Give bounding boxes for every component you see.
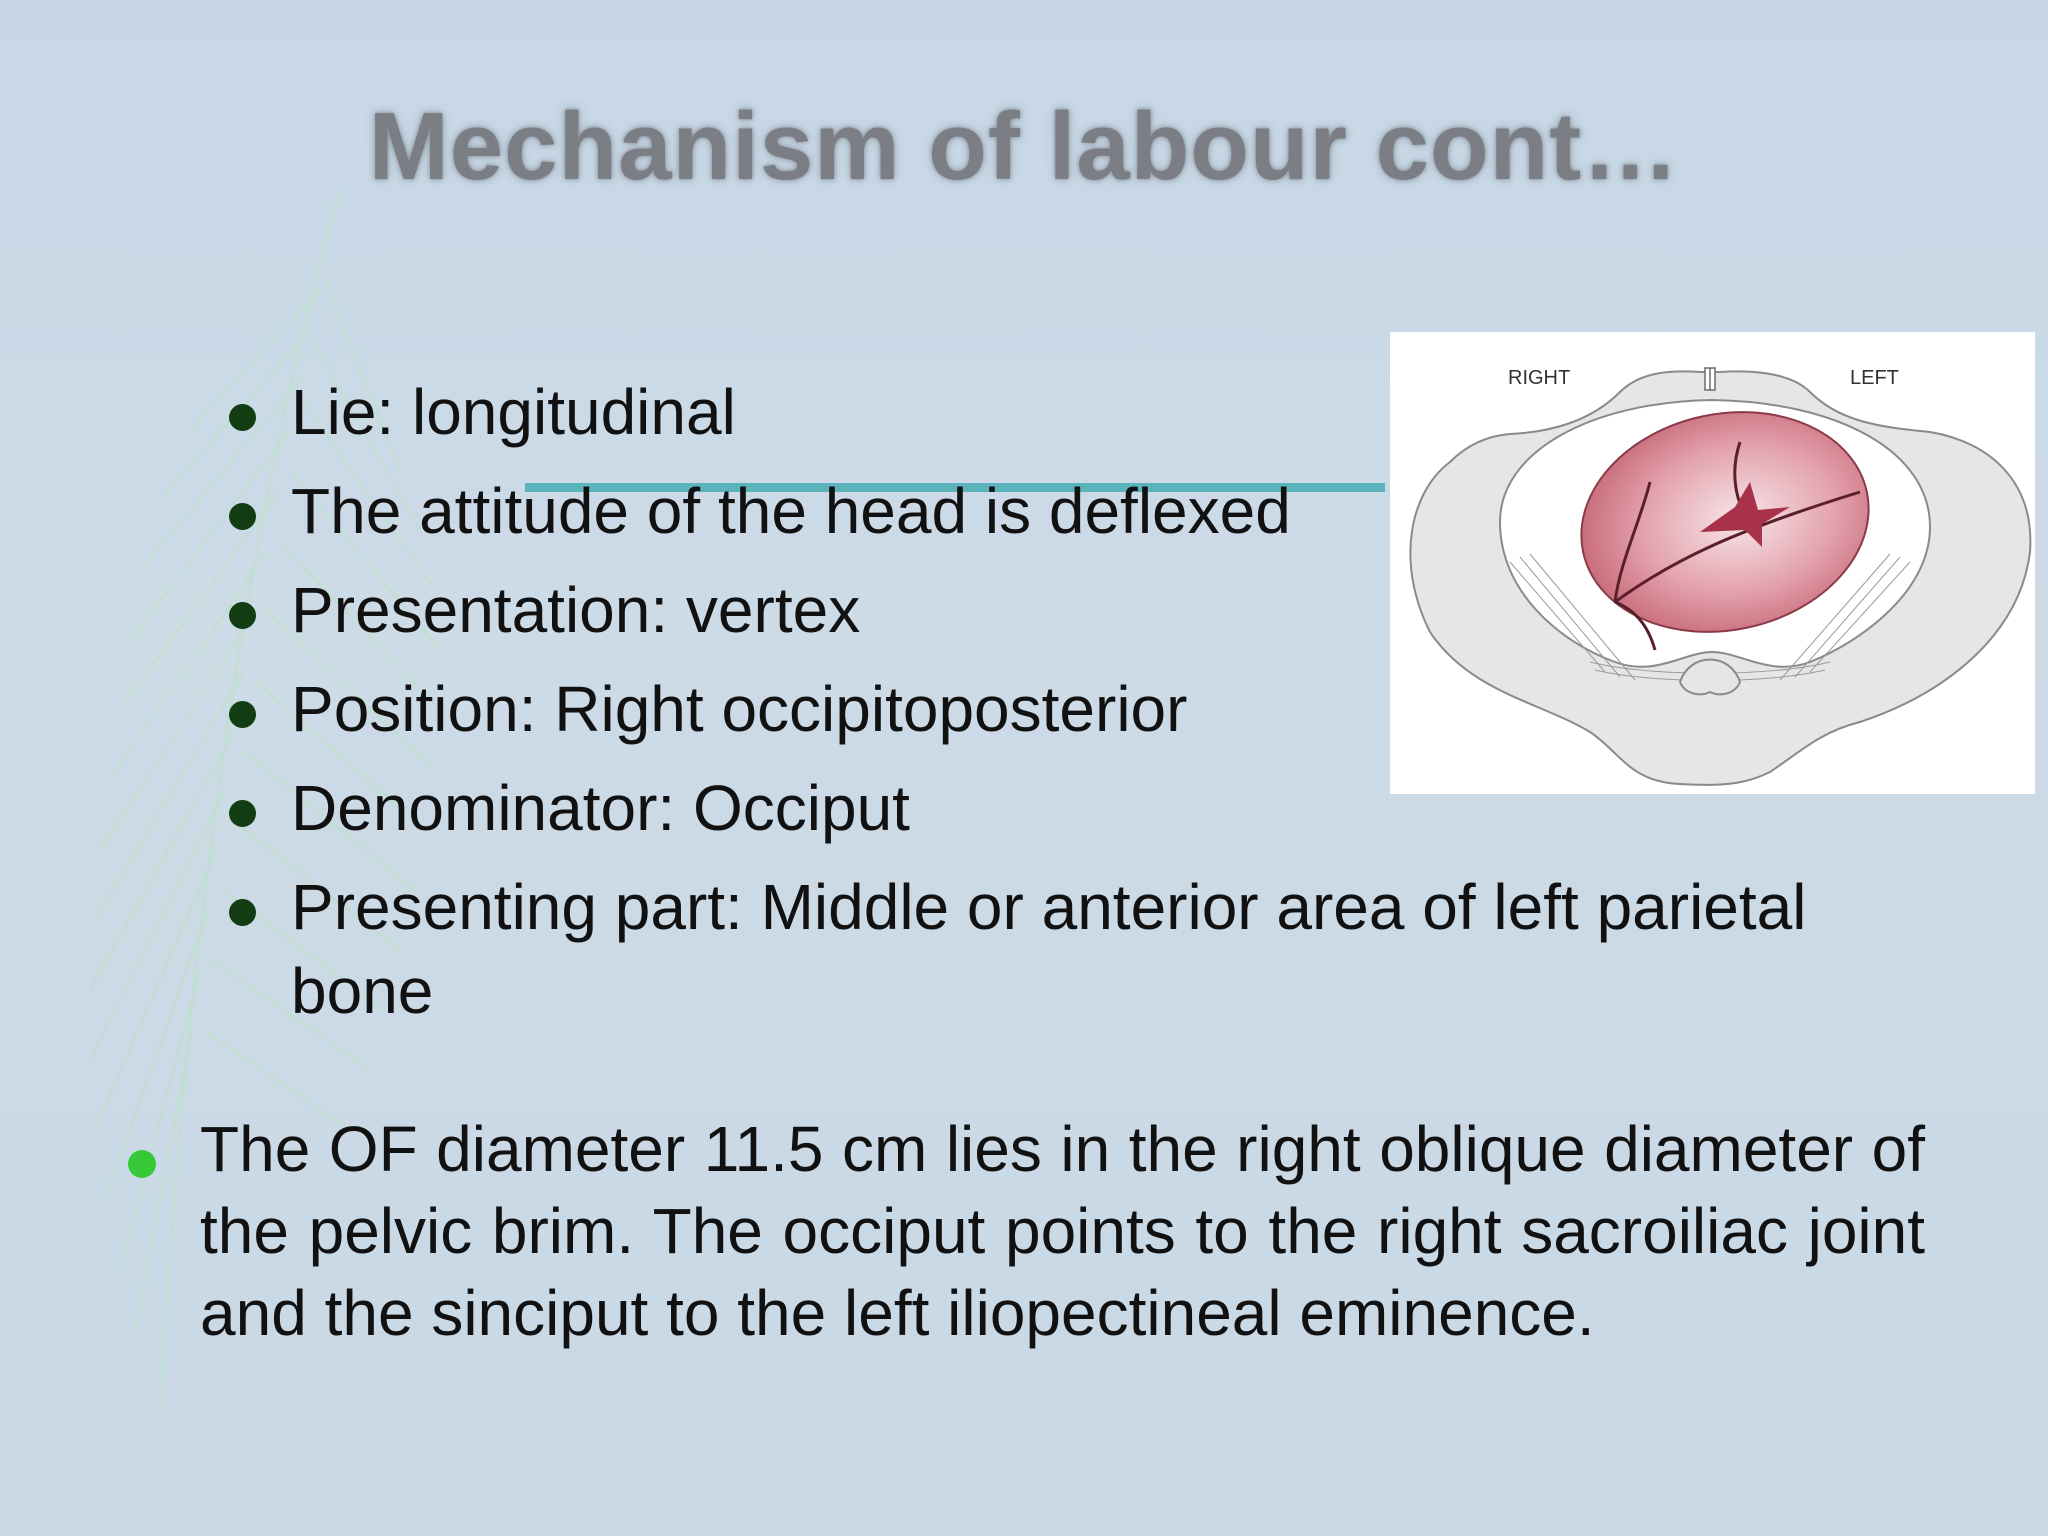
bullet-dot-icon	[229, 800, 256, 827]
bullet-text: The attitude of the head is deflexed	[291, 475, 1291, 547]
green-bullet-dot-icon	[128, 1150, 156, 1178]
bullet-dot-icon	[229, 899, 256, 926]
bullet-text: Lie: longitudinal	[291, 376, 736, 448]
label-right: RIGHT	[1508, 367, 1571, 389]
summary-paragraph	[125, 1108, 1925, 1354]
bullet-dot-icon	[229, 503, 256, 530]
bullet-item-presenting-part	[225, 865, 1991, 1033]
label-left: LEFT	[1850, 367, 1899, 389]
pelvis-diagram	[1390, 332, 2035, 794]
slide-title: Mechanism of labour cont…	[368, 93, 1680, 200]
bullet-text: Presentation: vertex	[291, 574, 861, 646]
pelvic-brim-illustration	[1390, 332, 2035, 794]
summary-text: The OF diameter 11.5 cm lies in the right oblique diameter of the pelvic brim. The occiput points to the right sacroiliac joint and the sinciput to the left iliopectineal eminence.	[200, 1113, 1925, 1349]
bullet-dot-icon	[229, 404, 256, 431]
bullet-text: Presenting part: Middle or anterior area of left parietal bone	[291, 871, 1807, 1027]
bullet-dot-icon	[229, 701, 256, 728]
bullet-dot-icon	[229, 602, 256, 629]
bullet-text: Denominator: Occiput	[291, 772, 910, 844]
bullet-text: Position: Right occipitoposterior	[291, 673, 1188, 745]
